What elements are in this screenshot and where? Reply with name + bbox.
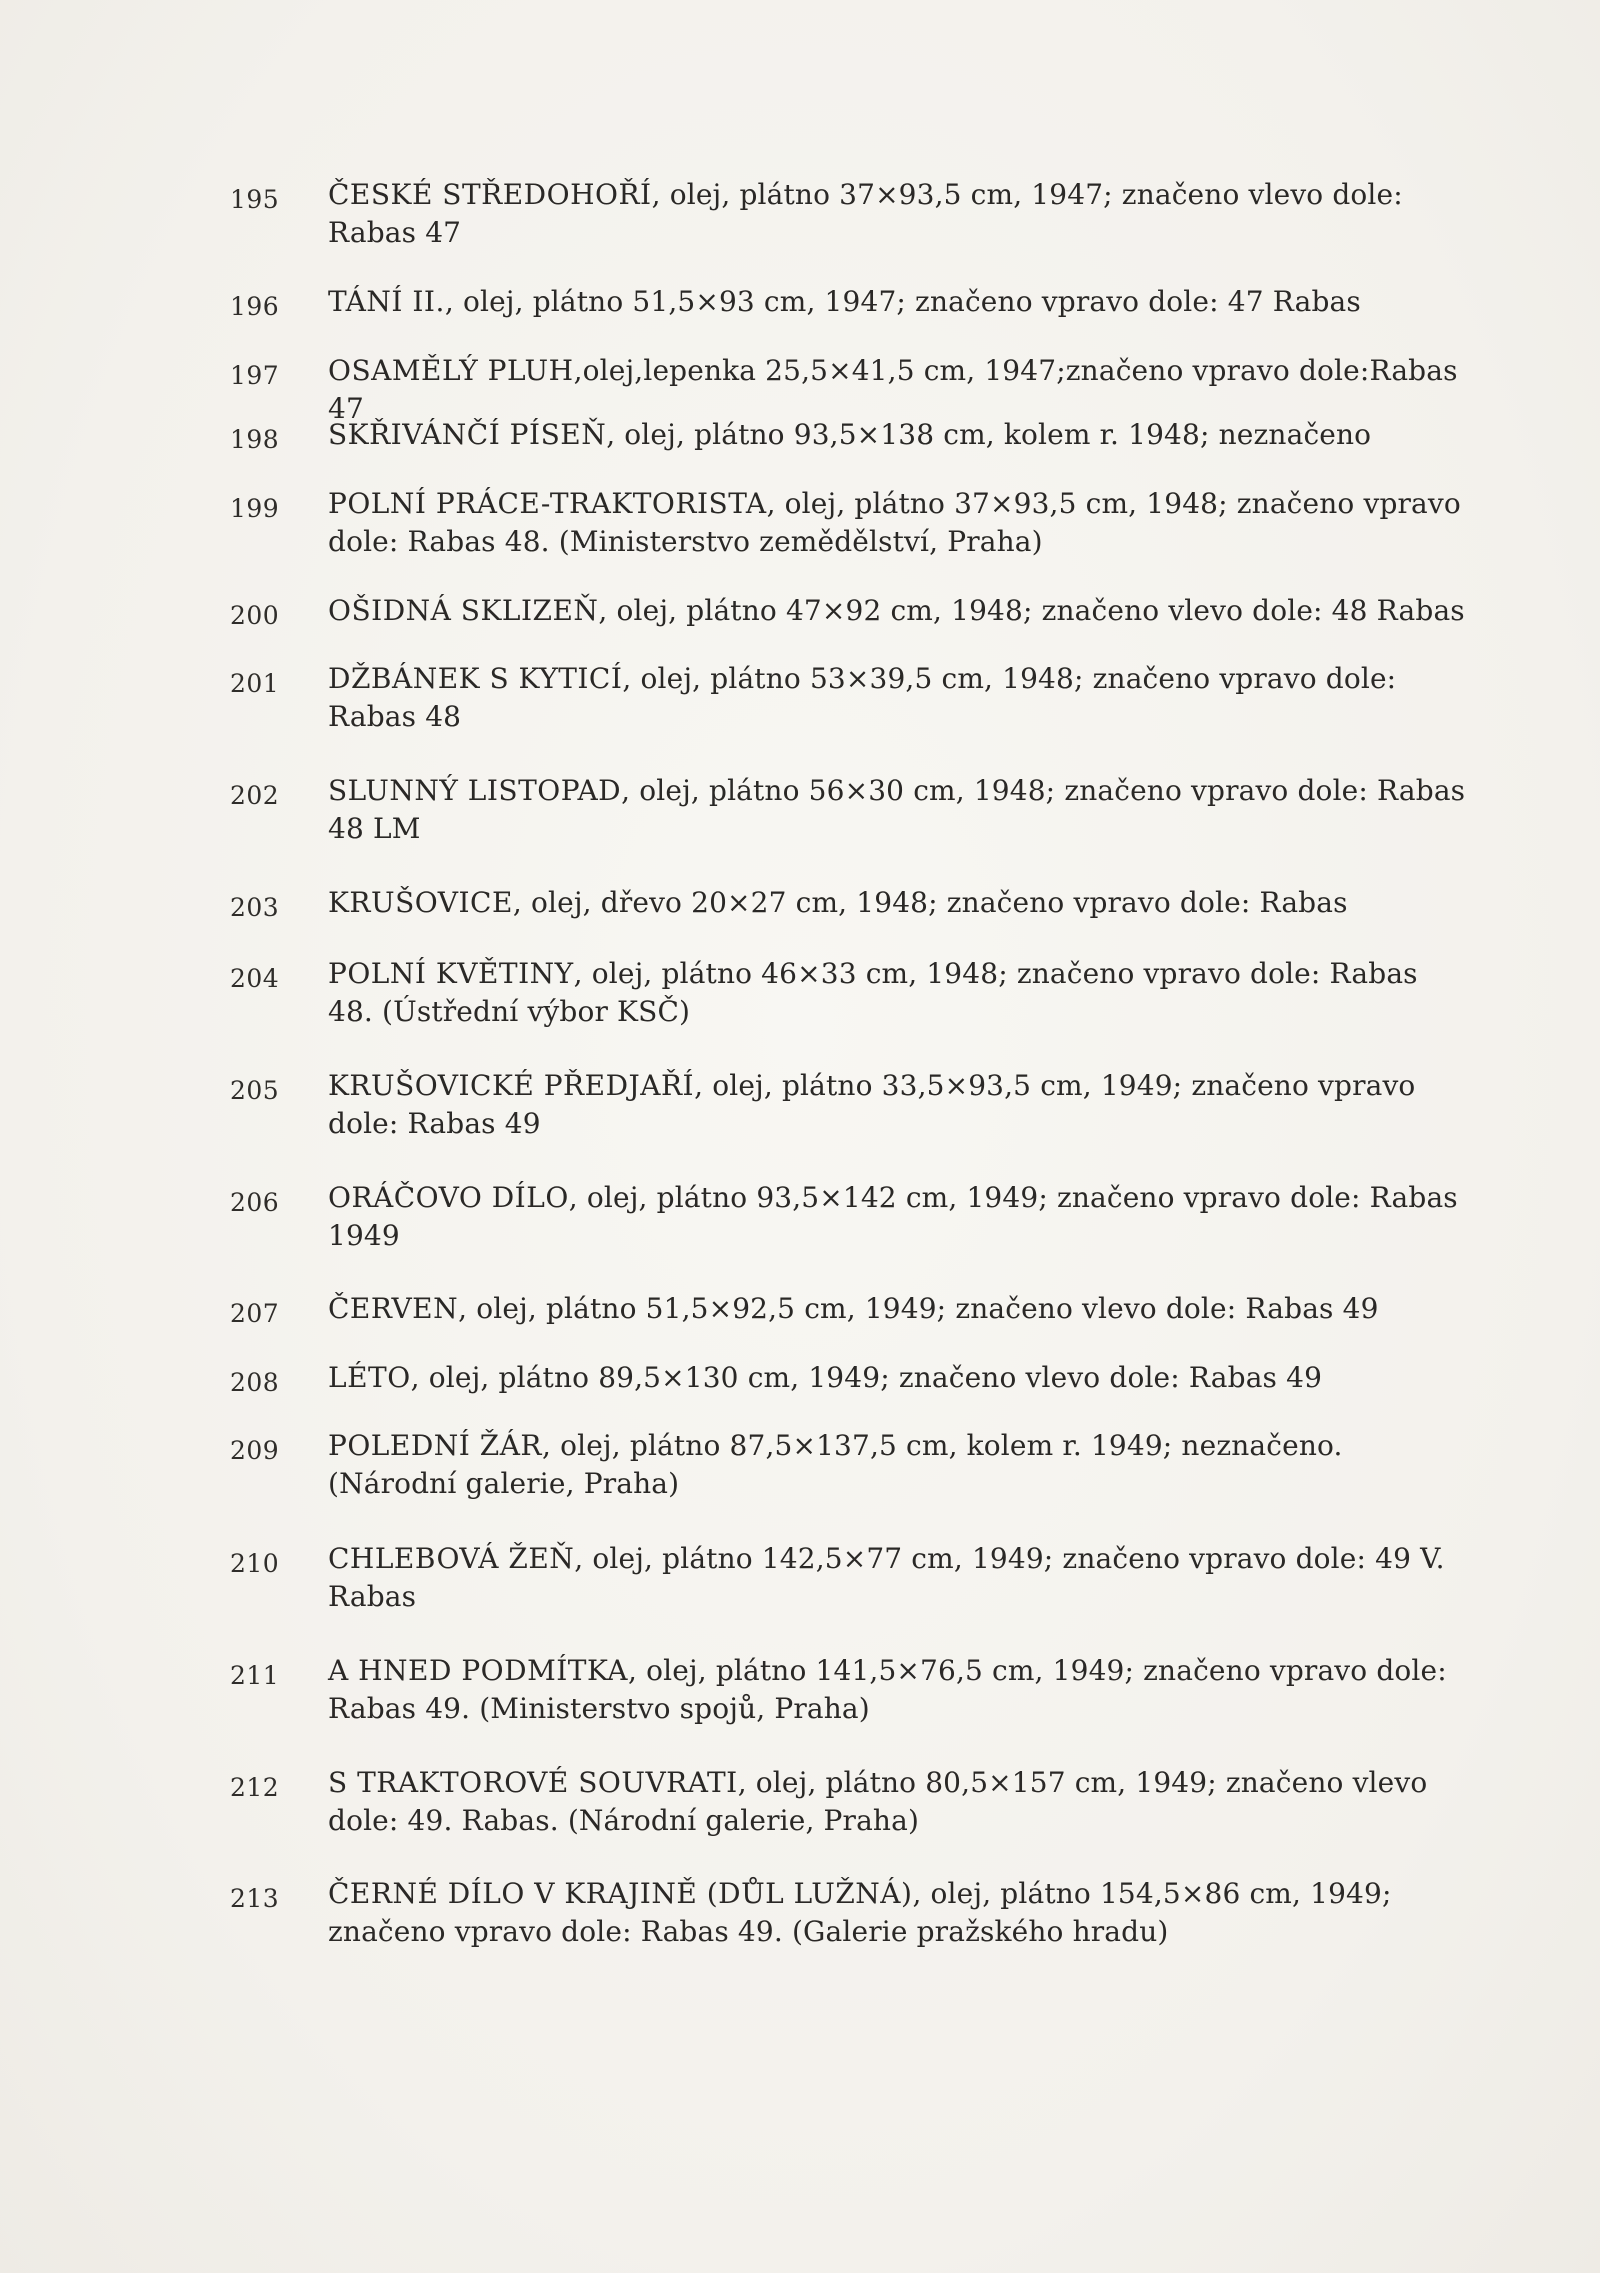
entry-title: LÉTO	[328, 1361, 411, 1394]
catalog-entry-207	[230, 1290, 1470, 1333]
entry-title: POLNÍ PRÁCE-TRAKTORISTA	[328, 487, 767, 520]
entry-text	[328, 176, 1470, 252]
catalog-entry-206	[230, 1179, 1470, 1255]
entry-number: 205	[230, 1076, 280, 1105]
entry-number: 211	[230, 1661, 280, 1690]
entry-description: , olej, plátno 47×92 cm, 1948; značeno vlevo dole: 48 Rabas	[598, 594, 1465, 627]
catalog-entry-199	[230, 485, 1470, 561]
catalog-entry-201	[230, 660, 1470, 736]
entry-text	[328, 1875, 1470, 1951]
entry-text	[328, 416, 1470, 454]
catalog-entry-200	[230, 592, 1470, 635]
entry-title: ČESKÉ STŘEDOHOŘÍ	[328, 178, 652, 211]
entry-description: , olej, plátno 87,5×137,5 cm, kolem r. 1949; neznačeno. (Národní galerie, Praha)	[328, 1429, 1343, 1500]
entry-title: S TRAKTOROVÉ SOUVRATI	[328, 1766, 738, 1799]
catalog-entry-198	[230, 416, 1470, 459]
catalog-entry-210	[230, 1540, 1470, 1616]
entry-text	[328, 592, 1470, 630]
entry-title: ORÁČOVO DÍLO	[328, 1181, 569, 1214]
entry-description: , olej, plátno 93,5×142 cm, 1949; značeno vpravo dole: Rabas 1949	[328, 1181, 1458, 1252]
entry-description: , olej, plátno 93,5×138 cm, kolem r. 1948; neznačeno	[606, 418, 1372, 451]
entry-title: ČERNÉ DÍLO V KRAJINĚ (DŮL LUŽNÁ)	[328, 1877, 913, 1910]
entry-text	[328, 283, 1470, 321]
entry-number: 206	[230, 1188, 280, 1217]
entry-title: OŠIDNÁ SKLIZEŇ	[328, 594, 599, 627]
catalog-entry-208	[230, 1359, 1470, 1402]
entry-title: SKŘIVÁNČÍ PÍSEŇ	[328, 418, 607, 451]
entry-text	[328, 1427, 1470, 1503]
entry-text	[328, 772, 1470, 848]
entry-title: KRUŠOVICE	[328, 886, 513, 919]
catalog-entry-209	[230, 1427, 1470, 1503]
catalog-entry-196	[230, 283, 1470, 326]
entry-title: POLEDNÍ ŽÁR	[328, 1429, 542, 1462]
entry-description: , olej, plátno 46×33 cm, 1948; značeno vpravo dole: Rabas 48. (Ústřední výbor KSČ)	[328, 957, 1418, 1028]
entry-number: 199	[230, 494, 280, 523]
entry-text	[328, 1359, 1470, 1397]
entry-description: , olej, plátno 56×30 cm, 1948; značeno vpravo dole: Rabas 48 LM	[328, 774, 1466, 845]
entry-text	[328, 485, 1470, 561]
entry-description: , olej, plátno 141,5×76,5 cm, 1949; značeno vpravo dole: Rabas 49. (Ministerstvo spojů, Praha)	[328, 1654, 1447, 1725]
entry-description: ,olej,lepenka 25,5×41,5 cm, 1947;značeno vpravo dole:Rabas 47	[328, 354, 1458, 425]
entry-title: OSAMĚLÝ PLUH	[328, 354, 574, 387]
entry-title: CHLEBOVÁ ŽEŇ	[328, 1542, 575, 1575]
entry-number: 204	[230, 964, 280, 993]
entry-number: 202	[230, 781, 280, 810]
entry-title: SLUNNÝ LISTOPAD	[328, 774, 622, 807]
entry-number: 195	[230, 185, 280, 214]
entry-description: , olej, plátno 80,5×157 cm, 1949; značeno vlevo dole: 49. Rabas. (Národní galerie, Praha)	[328, 1766, 1428, 1837]
entry-description: , olej, plátno 154,5×86 cm, 1949; značeno vpravo dole: Rabas 49. (Galerie pražského hradu)	[328, 1877, 1392, 1948]
entry-title: TÁNÍ II.	[328, 285, 445, 318]
entry-title: DŽBÁNEK S KYTICÍ	[328, 662, 623, 695]
catalog-entry-212	[230, 1764, 1470, 1840]
catalog-entry-202	[230, 772, 1470, 848]
entry-number: 197	[230, 361, 280, 390]
entry-description: , olej, plátno 53×39,5 cm, 1948; značeno vpravo dole: Rabas 48	[328, 662, 1397, 733]
catalog-entry-211	[230, 1652, 1470, 1728]
entry-title: KRUŠOVICKÉ PŘEDJAŘÍ	[328, 1069, 695, 1102]
entry-description: , olej, plátno 89,5×130 cm, 1949; značeno vlevo dole: Rabas 49	[410, 1361, 1323, 1394]
entry-text	[328, 1067, 1470, 1143]
entry-text	[328, 1290, 1470, 1328]
catalog-entry-213	[230, 1875, 1470, 1951]
entry-number: 210	[230, 1549, 280, 1578]
entry-text	[328, 955, 1470, 1031]
entry-text	[328, 1179, 1470, 1255]
catalog-entry-203	[230, 884, 1470, 927]
entry-number: 209	[230, 1436, 280, 1465]
entry-description: , olej, plátno 51,5×92,5 cm, 1949; značeno vlevo dole: Rabas 49	[458, 1292, 1379, 1325]
entry-number: 203	[230, 893, 280, 922]
entry-title: ČERVEN	[328, 1292, 459, 1325]
entry-description: , olej, dřevo 20×27 cm, 1948; značeno vpravo dole: Rabas	[512, 886, 1348, 919]
catalog-entry-204	[230, 955, 1470, 1031]
catalog-entry-195	[230, 176, 1470, 252]
entry-title: A HNED PODMÍTKA	[328, 1654, 628, 1687]
entry-number: 212	[230, 1773, 280, 1802]
catalog-entry-205	[230, 1067, 1470, 1143]
entry-number: 198	[230, 425, 280, 454]
entry-number: 208	[230, 1368, 280, 1397]
entry-description: , olej, plátno 142,5×77 cm, 1949; značeno vpravo dole: 49 V. Rabas	[328, 1542, 1445, 1613]
entry-number: 207	[230, 1299, 280, 1328]
entry-number: 201	[230, 669, 280, 698]
entry-text	[328, 660, 1470, 736]
entry-number: 200	[230, 601, 280, 630]
entry-description: , olej, plátno 37×93,5 cm, 1947; značeno vlevo dole: Rabas 47	[328, 178, 1403, 249]
entry-text	[328, 1652, 1470, 1728]
entry-text	[328, 884, 1470, 922]
entry-number: 196	[230, 292, 280, 321]
entry-description: , olej, plátno 37×93,5 cm, 1948; značeno vpravo dole: Rabas 48. (Ministerstvo zemědělství, Praha)	[328, 487, 1461, 558]
entry-text	[328, 1764, 1470, 1840]
entry-description: , olej, plátno 33,5×93,5 cm, 1949; značeno vpravo dole: Rabas 49	[328, 1069, 1416, 1140]
entry-title: POLNÍ KVĚTINY	[328, 957, 574, 990]
entry-number: 213	[230, 1884, 280, 1913]
entry-text	[328, 1540, 1470, 1616]
entry-description: , olej, plátno 51,5×93 cm, 1947; značeno vpravo dole: 47 Rabas	[444, 285, 1361, 318]
